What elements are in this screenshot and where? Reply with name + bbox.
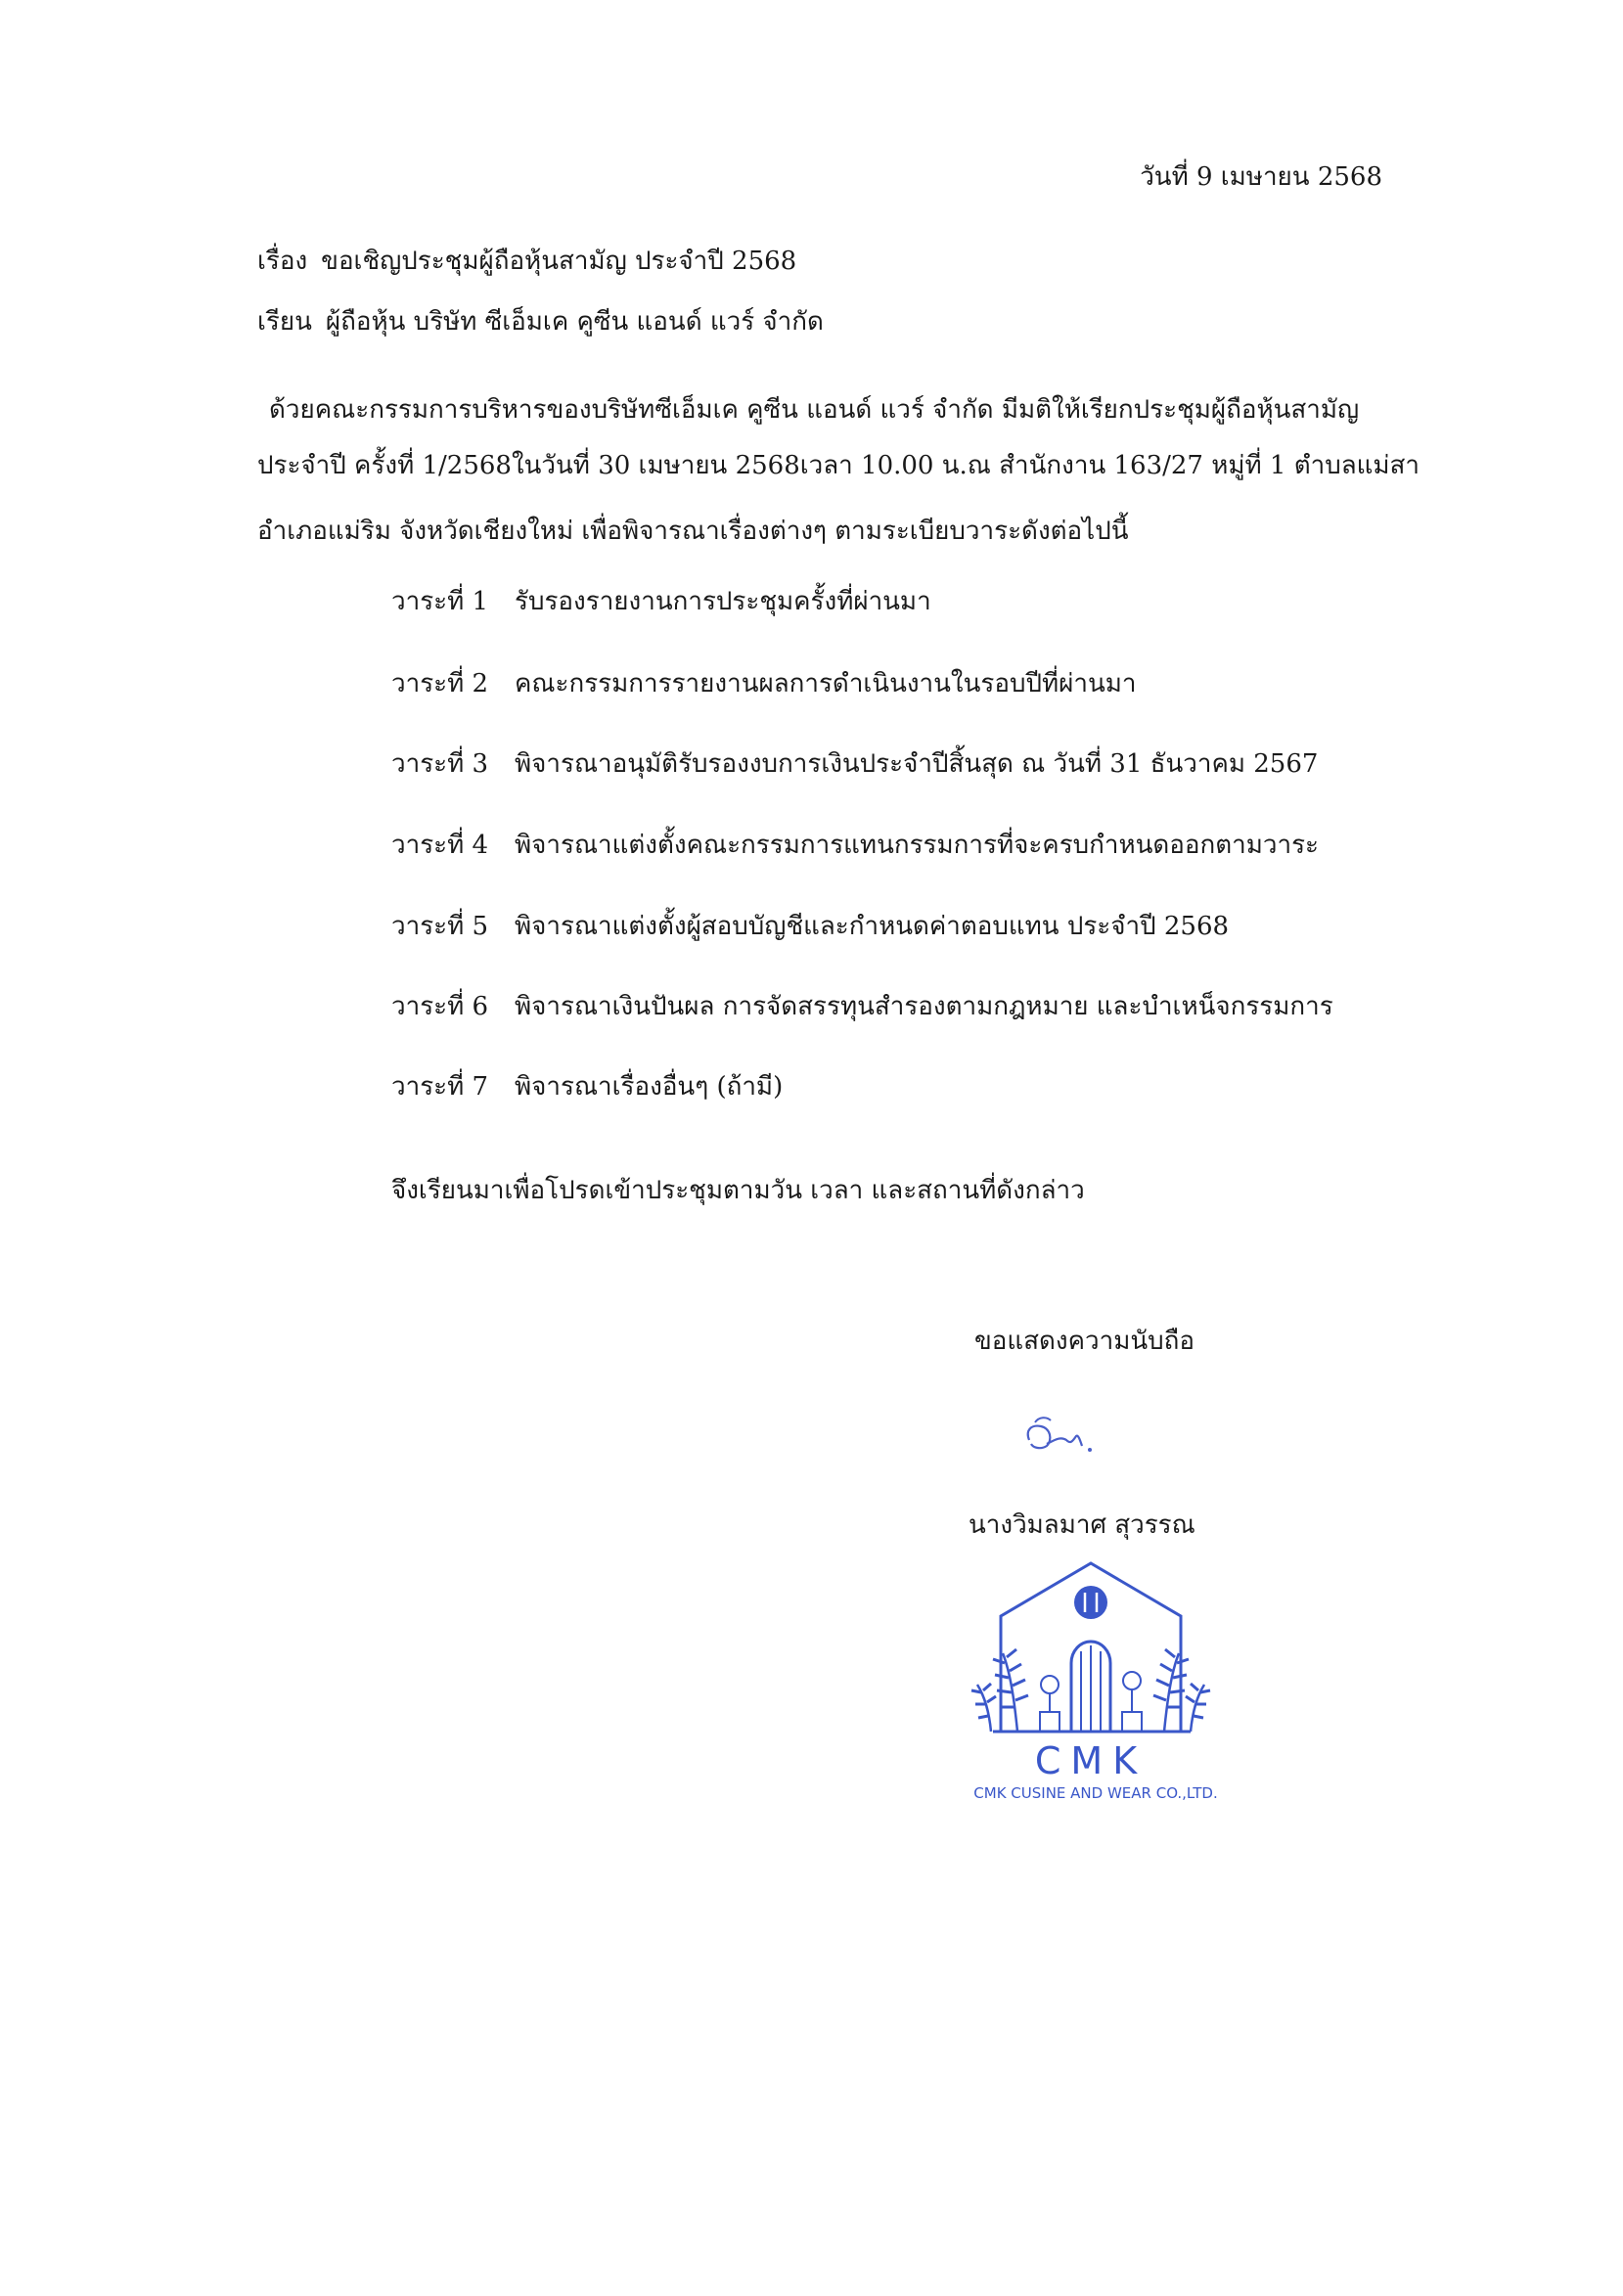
company-logo xyxy=(964,0,1238,2296)
signer-name: นางวิมลมาศ สุวรรณ xyxy=(969,1510,1195,1540)
agenda-text: รับรองรายงานการประชุมครั้งที่ผ่านมา xyxy=(515,587,931,616)
agenda-item xyxy=(391,986,1333,1026)
agenda-number: วาระที่ 2 xyxy=(391,669,489,698)
agenda-item xyxy=(391,743,1318,784)
intro-line-2: ประจำปี ครั้งที่ 1/2568ในวันที่ 30 เมษายน 2568เวลา 10.00 น.ณ สำนักงาน 163/27 หมู่ที่ 1 ตำบลแม่สา xyxy=(257,451,1420,480)
agenda-text: พิจารณาเรื่องอื่นๆ (ถ้ามี) xyxy=(515,1072,784,1102)
agenda-number: วาระที่ 5 xyxy=(391,912,489,941)
letter-date: วันที่ 9 เมษายน 2568 xyxy=(1140,162,1382,192)
agenda-number: วาระที่ 7 xyxy=(391,1072,489,1102)
agenda-text: พิจารณาอนุมัติรับรองงบการเงินประจำปีสิ้นสุด ณ วันที่ 31 ธันวาคม 2567 xyxy=(515,749,1319,779)
closing-sentence: จึงเรียนมาเพื่อโปรดเข้าประชุมตามวัน เวลา และสถานที่ดังกล่าว xyxy=(391,1176,1085,1205)
handwritten-signature xyxy=(1017,1401,1125,1469)
logo-brand-text: CMK xyxy=(1034,1739,1148,1782)
subject-line xyxy=(257,241,796,281)
intro-line-1: ด้วยคณะกรรมการบริหารของบริษัทซีเอ็มเค คูซีน แอนด์ แวร์ จำกัด มีมติให้เรียกประชุมผู้ถือหุ้นสามัญ xyxy=(269,395,1360,425)
agenda-text: คณะกรรมการรายงานผลการดำเนินงานในรอบปีที่ผ่านมา xyxy=(515,669,1137,698)
agenda-item xyxy=(391,825,1319,865)
agenda-number: วาระที่ 4 xyxy=(391,831,489,860)
recipient-text: ผู้ถือหุ้น บริษัท ซีเอ็มเค คูซีน แอนด์ แวร์ จำกัด xyxy=(325,307,824,337)
recipient-label: เรียน xyxy=(257,307,312,337)
subject-label: เรื่อง xyxy=(257,247,308,276)
agenda-text: พิจารณาเงินปันผล การจัดสรรทุนสำรองตามกฎหมาย และบำเหน็จกรรมการ xyxy=(515,992,1333,1021)
regards-text: ขอแสดงความนับถือ xyxy=(974,1327,1195,1356)
agenda-number: วาระที่ 3 xyxy=(391,749,489,779)
agenda-item xyxy=(391,906,1229,946)
intro-line-3: อำเภอแม่ริม จังหวัดเชียงใหม่ เพื่อพิจารณาเรื่องต่างๆ ตามระเบียบวาระดังต่อไปนี้ xyxy=(257,517,1129,546)
agenda-item xyxy=(391,581,931,621)
agenda-item xyxy=(391,663,1136,703)
agenda-number: วาระที่ 1 xyxy=(391,587,489,616)
agenda-text: พิจารณาแต่งตั้งผู้สอบบัญชีและกำหนดค่าตอบแทน ประจำปี 2568 xyxy=(515,912,1230,941)
agenda-number: วาระที่ 6 xyxy=(391,992,489,1021)
recipient-line xyxy=(257,301,824,341)
agenda-text: พิจารณาแต่งตั้งคณะกรรมการแทนกรรมการที่จะครบกำหนดออกตามวาระ xyxy=(515,831,1320,860)
logo-house-icon xyxy=(964,1555,1238,1820)
logo-company-name: CMK CUSINE AND WEAR CO.,LTD. xyxy=(973,1784,1218,1802)
subject-text: ขอเชิญประชุมผู้ถือหุ้นสามัญ ประจำปี 2568 xyxy=(321,247,797,276)
agenda-item xyxy=(391,1066,783,1106)
